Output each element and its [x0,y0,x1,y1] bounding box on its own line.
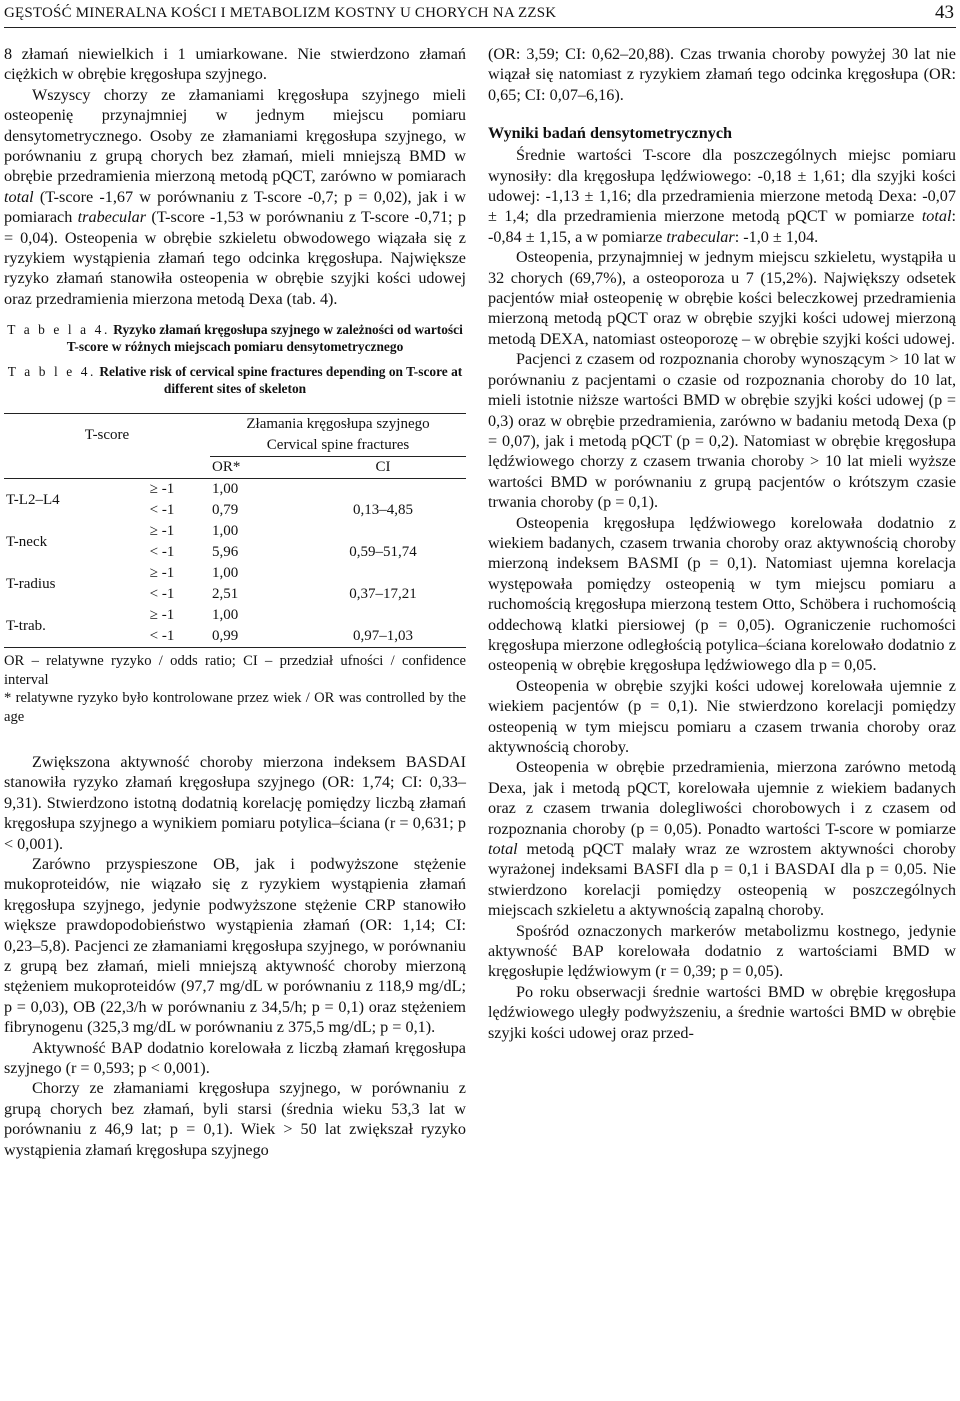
left-column [4,44,466,1160]
right-column [488,44,956,1043]
paragraph: Osteopenia kręgosłupa lędźwiowego korelowała dodatnio z wiekiem badanych, czasem trwania choroby oraz aktywnością choroby mierzoną indeksem BASMI (p = 0,1). Natomiast ujemna korelacja występowała pomiędzy osteopenią w tym miejscu pomiaru a ruchomością kręgosłupa mierzoną testem Otto, Schöbera i ruchomością oddechową klatki piersiowej (p = 0,05). Ograniczenie ruchomości kręgosłupa mierzone odległością potylica–ściana korelowało dodatnio z osteopenią w obrębie kręgosłupa lędźwiowego dla p = 0,05. [488,513,956,675]
paragraph: Osteopenia, przynajmniej w jednym miejscu szkieletu, wystąpiła u 32 chorych (69,7%), a osteoporoza u 7 (15,2%). Największy odsetek pacjentów miał osteopenię w obrębie kości beleczkowej przedramienia mierzoną metodą pQCT oraz w obrębie szyjki kości udowej mierzoną metodą DEXA, natomiast osteoporozę – w obrębie szyjki kości udowej. [488,248,956,348]
table-row: < -1 5,96 0,59–51,74 [149,544,417,561]
paragraph: Po roku obserwacji średnie wartości BMD w obrębie kręgosłupa lędźwiowego uległy podwyższeniu, a średnie wartości BMD w obrębie szyjki kości udowej oraz przed- [488,982,956,1042]
table-caption-en: T a b l e 4. Relative risk of cervical spine fractures depending on T-score at different sites of skeleton [7,364,463,397]
paragraph: Pacjenci z czasem od rozpoznania choroby wynoszącym > 10 lat w porównaniu z pacjentami o czasie od rozpoznania choroby do 10 lat, mieli istotnie niższe wartości BMD w obrębie szyjki kości udowej (p = 0,3) oraz w obrębie przedramienia, zarówno w badaniu metodą Dexa (p = 0,07), jak i metodą pQCT (p = 0,2). Natomiast w obrębie kręgosłupa lędźwiowego chorzy z czasem trwania choroby > 10 lat mieli wyższe wartości BMD w porównaniu z grupą pacjentów o krótszym czasie trwania choroby (p = 0,1). [488,350,956,512]
paragraph: Spośród oznaczonych markerów metabolizmu kostnego, jedynie aktywność BAP korelowała dodatnio z wartościami BMD w kręgosłupie lędźwiowym (r = 0,39; p = 0,05). [488,921,956,981]
table-caption-pl: T a b e l a 4. Ryzyko złamań kręgosłupa szyjnego w zależności od wartości T-score w różnych miejscach pomiaru densytometrycznego [7,322,463,355]
paragraph: Średnie wartości T-score dla poszczególnych miejsc pomiaru wynosiły: dla kręgosłupa lędźwiowego: -0,18 ± 1,61; dla szyjki kości udowej: -1,13 ± 1,16; dla przedramienia mierzone metodą Dexa: -0,07 ± 1,4; dla przedramienia mierzone metodą pQCT w pomiarze total: -0,84 ± 1,15, a w pomiarze trabecular: -1,0 ± 1,04. [488,146,956,246]
running-title: GĘSTOŚĆ MINERALNA KOŚCI I METABOLIZM KOSTNY U CHORYCH NA ZZSK [4,5,557,21]
paragraph: Osteopenia w obrębie przedramienia, mierzona zarówno metodą Dexa, jak i metodą pQCT, korelowała ujemnie z wiekiem badanych oraz z czasem trwania dolegliwości chorobowych i z czasem od rozpoznania choroby (p = 0,05). Ponadto wartości T-score w pomiarze total metodą pQCT malały wraz ze wzrostem aktywności choroby wyrażonej indeksami BASFI dla p = 0,1 i BASDAI dla p = 0,05. Nie stwierdzono korelacji pomiędzy osteopenią w poszczególnych miejscach szkieletu a aktywnością zapalną choroby. [488,758,956,920]
fracture-risk-table [4,413,466,648]
col-header-tscore: T-score [4,414,210,457]
paragraph: Zwiększona aktywność choroby mierzona indeksem BASDAI stanowiła ryzyko złamań kręgosłupa szyjnego (OR: 1,74; CI: 0,33–9,31). Stwierdzono istotną dodatnią korelację pomiędzy liczbą złamań kręgosłupa szyjnego a wynikiem pomiaru potylica–ściana (r = 0,631; p < 0,001). [4,752,466,853]
paragraph: Osteopenia w obrębie szyjki kości udowej korelowała ujemnie z wiekiem pacjentów (p = 0,1). Nie stwierdzono korelacji pomiędzy osteopenią w tym miejscu pomiaru a czasem trwania choroby oraz aktywnością choroby. [488,676,956,756]
col-header-group-en: Cervical spine fractures [266,437,410,454]
col-header-ci: CI [300,457,466,479]
running-header [4,2,956,28]
table-row: T-trab. ≥ -1 1,00 [4,605,466,626]
paragraph: (OR: 3,59; CI: 0,62–20,88). Czas trwania choroby powyżej 30 lat nie wiązał się natomiast z ryzykiem złamań tego odcinka kręgosłupa (OR: 0,65; CI: 0,07–6,16). [488,45,956,104]
table-row: < -1 0,99 0,97–1,03 [4,626,466,648]
table-footnote: * relatywne ryzyko było kontrolowane przez wiek / OR was controlled by the age [4,690,466,725]
col-header-group-pl: Złamania kręgosłupa szyjnego [210,414,466,436]
col-header-or: OR* [210,457,300,479]
page-number: 43 [935,2,954,23]
table-row: T-L2–L4 ≥ -1 1,00 [6,481,239,508]
paragraph: Chorzy ze złamaniami kręgosłupa szyjnego, w porównaniu z grupą chorych bez złamań, byli starsi (średnia wieku 53,3 lat w porównaniu z 46,9 lat; p = 0,1). Wiek > 50 lat zwiększał ryzyko wystąpienia złamań kręgosłupa szyjnego [4,1079,466,1159]
table-row: T-neck ≥ -1 1,00 [6,523,239,550]
section-heading: Wyniki badań densytometrycznych [488,124,733,143]
paragraph: 8 złamań niewielkich i 1 umiarkowane. Nie stwierdzono złamań ciężkich w obrębie kręgosłupa szyjnego. [4,45,466,84]
table-row: < -1 0,79 0,13–4,85 [149,502,413,519]
paragraph: Zarówno przyspieszone OB, jak i podwyższone stężenie mukoproteidów, nie wiązało się z ryzykiem wystąpienia złamań kręgosłupa szyjnego, jedynie podwyższone stężenie CRP stanowiło większe prawdopodobieństwo wystąpienia złamań (OR: 1,14; CI: 0,23–5,8). Pacjenci ze złamaniami kręgosłupa szyjnego, w porównaniu z grupą bez złamań, mieli mniejszą aktywność choroby mierzoną stężeniem mukoproteidów (97,7 mg/dL w porównaniu z 118,9 mg/dL; p = 0,03), OB (22,3/h w porównaniu z 34,5/h; p = 0,1) oraz stężeniem fibrynogenu (325,3 mg/dL w porównaniu z 375,5 mg/dL; p = 0,1). [4,854,466,1037]
table-row: T-radius ≥ -1 1,00 [6,565,239,592]
table-row: < -1 2,51 0,37–17,21 [149,586,417,603]
paragraph: Aktywność BAP dodatnio korelowała z liczbą złamań kręgosłupa szyjnego (r = 0,593; p < 0,001). [4,1038,466,1077]
paragraph: Wszyscy chorzy ze złamaniami kręgosłupa szyjnego mieli osteopenię przynajmniej w jednym miejscu pomiaru densytometrycznego. Osoby ze złamaniami kręgosłupa szyjnego, w porównaniu z grupą chorych bez złamań, mieli mniejszą BMD w obrębie przedramienia mierzoną metodą pQCT, zarówno w pomiarach total (T-score -1,67 w porównaniu z T-score -0,7; p = 0,02), jak i w pomiarach trabecular (T-score -1,53 w porównaniu z T-score -0,71; p = 0,04). Osteopenia w obrębie szkieletu obwodowego wiązała się z ryzykiem wystąpienia złamań tego odcinka kręgosłupa. Największe ryzyko złamań stanowiła osteopenia w obrębie szyjki kości udowej oraz przedramienia mierzona metodą Dexa (tab. 4). [4,85,466,308]
table-footnote: OR – relatywne ryzyko / odds ratio; CI – przedział ufności / confidence interval [4,653,466,688]
